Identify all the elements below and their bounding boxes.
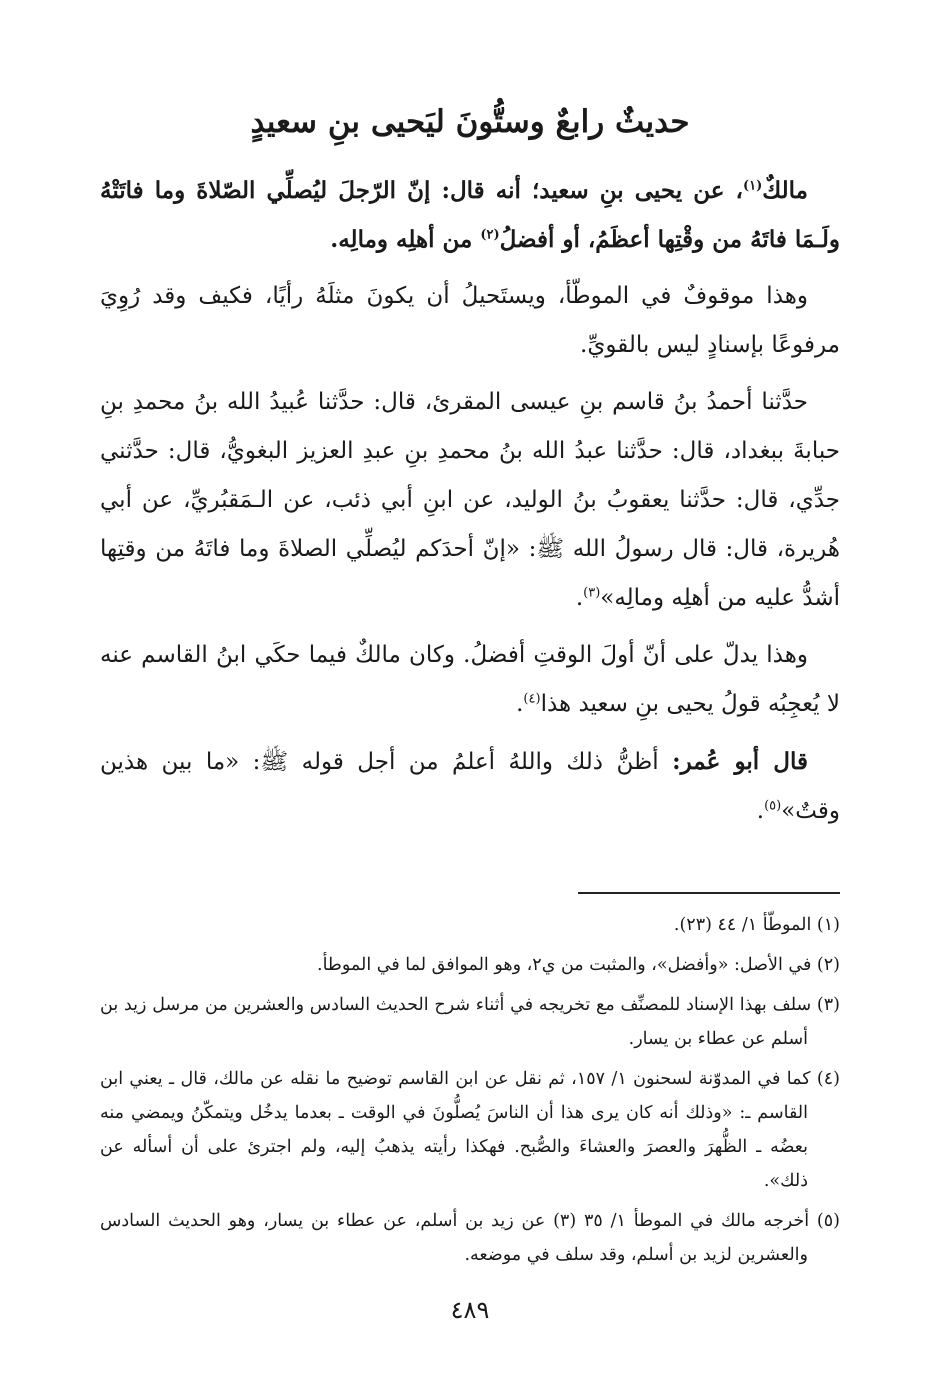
abu-umar-paragraph: [100, 737, 840, 836]
footnote-ref-3: (٣): [583, 585, 601, 601]
footnote-2: (٢) في الأصل: «وأفضل»، والمثبت من ي٢، وهو الموافق لما في الموطأ.: [317, 955, 840, 975]
hadith-text-part3: من أهلِه ومالِه.: [330, 226, 481, 253]
hadith-text-part2: ، عن يحيى بنِ سعيد؛ أنه قال: إنّ الرّجلَ ليُصلِّي الصّلاةَ وما فاتَتْهُ ولَـمَا فاتَهُ من وقْتِها أعظَمُ، أو أفضلُ: [100, 177, 840, 253]
hadith-text-part1: مالكٌ: [762, 177, 808, 204]
commentary-1-text: وهذا موقوفٌ في الموطّأ، ويستَحيلُ أن يكونَ مثلَهُ رأيًا، فكيف وقد رُوِيَ مرفوعًا بإسنادٍ ليس بالقويِّ.: [100, 283, 840, 358]
footnotes-section: [100, 908, 840, 1272]
abu-umar-end: .: [756, 798, 765, 824]
chapter-title: حديثٌ رابعٌ وستُّونَ ليَحيى بنِ سعيدٍ: [250, 104, 690, 140]
footnote-4: (٤) كما في المدوّنة لسحنون ١/ ١٥٧، ثم نقل عن ابن القاسم توضيح ما نقله عن مالك، قال ـ يعني ابن القاسم ـ: «وذلك أنه كان يرى هذا أن الناسَ يُصلُّونَ في الوقت ـ بعدما يدخُل ويتمكّنُ ويمضي منه بعضُه ـ الظُّهرَ والعصرَ والعشاءَ والصُّبح. فهكذا رأيته يذهبُ إليه، ولم اجترئ على أن أسأله عن ذلك».: [100, 1069, 840, 1191]
book-page: [100, 100, 840, 1324]
footnote-ref-4: (٤): [523, 691, 541, 707]
hadith-text: [100, 166, 840, 264]
isnad-end: .: [575, 585, 584, 611]
abu-umar-lead: قال أبو عُمر:: [672, 748, 808, 775]
isnad-text: حدَّثنا أحمدُ بنُ قاسم بنِ عيسى المقرئ، قال: حدَّثنا عُبيدُ الله بنُ محمدِ بنِ حبابةَ ببغداد، قال: حدَّثنا عبدُ الله بنُ محمدِ بنِ عبدِ العزيز البغويُّ، قال: حدَّثني جدِّي، قال: حدَّثنا يعقوبُ بنُ الوليد، عن ابنِ أبي ذئب، عن الـمَقبُريِّ، عن أبي هُريرة، قال: قال رسولُ الله ﷺ: «إنّ أحدَكم ليُصلِّي الصلاةَ وما فاتَهُ من وقتِها أشدُّ عليه من أهلِه ومالِه»: [100, 389, 840, 611]
footnote-1: (١) الموطّأ ١/ ٤٤ (٢٣).: [673, 915, 840, 935]
footnote-divider: [578, 892, 840, 894]
isnad-paragraph: [100, 378, 840, 623]
footnote-ref-2: (٢): [480, 227, 500, 243]
footnote-3: (٣) سلف بهذا الإسناد للمصنِّف مع تخريجه في أثناء شرح الحديث السادس والعشرين من مرسل زيد بن أسلم عن عطاء بن يسار.: [100, 995, 840, 1049]
footnote-ref-1: (١): [742, 178, 763, 194]
commentary-paragraph-1: [100, 272, 840, 370]
footnote-ref-5: (٥): [764, 798, 782, 814]
commentary-2-text: وهذا يدلّ على أنّ أولَ الوقتِ أفضلُ. وكان مالكٌ فيما حكَي ابنُ القاسم عنه لا يُعجِبُه قولُ يحيى بنِ سعيد هذا: [100, 642, 840, 717]
abu-umar-text: أظنُّ ذلك واللهُ أعلمُ من أجل قوله ﷺ: «ما بين هذين وقتٌ»: [100, 749, 840, 824]
commentary-2-end: .: [516, 691, 524, 717]
page-number: ٤٨٩: [450, 1296, 490, 1324]
footnote-5: (٥) أخرجه مالك في الموطأ ١/ ٣٥ (٣) عن زيد بن أسلم، عن عطاء بن يسار، وهو الحديث السادس والعشرين لزيد بن أسلم، وقد سلف في موضعه.: [100, 1211, 840, 1265]
commentary-paragraph-2: [100, 631, 840, 729]
